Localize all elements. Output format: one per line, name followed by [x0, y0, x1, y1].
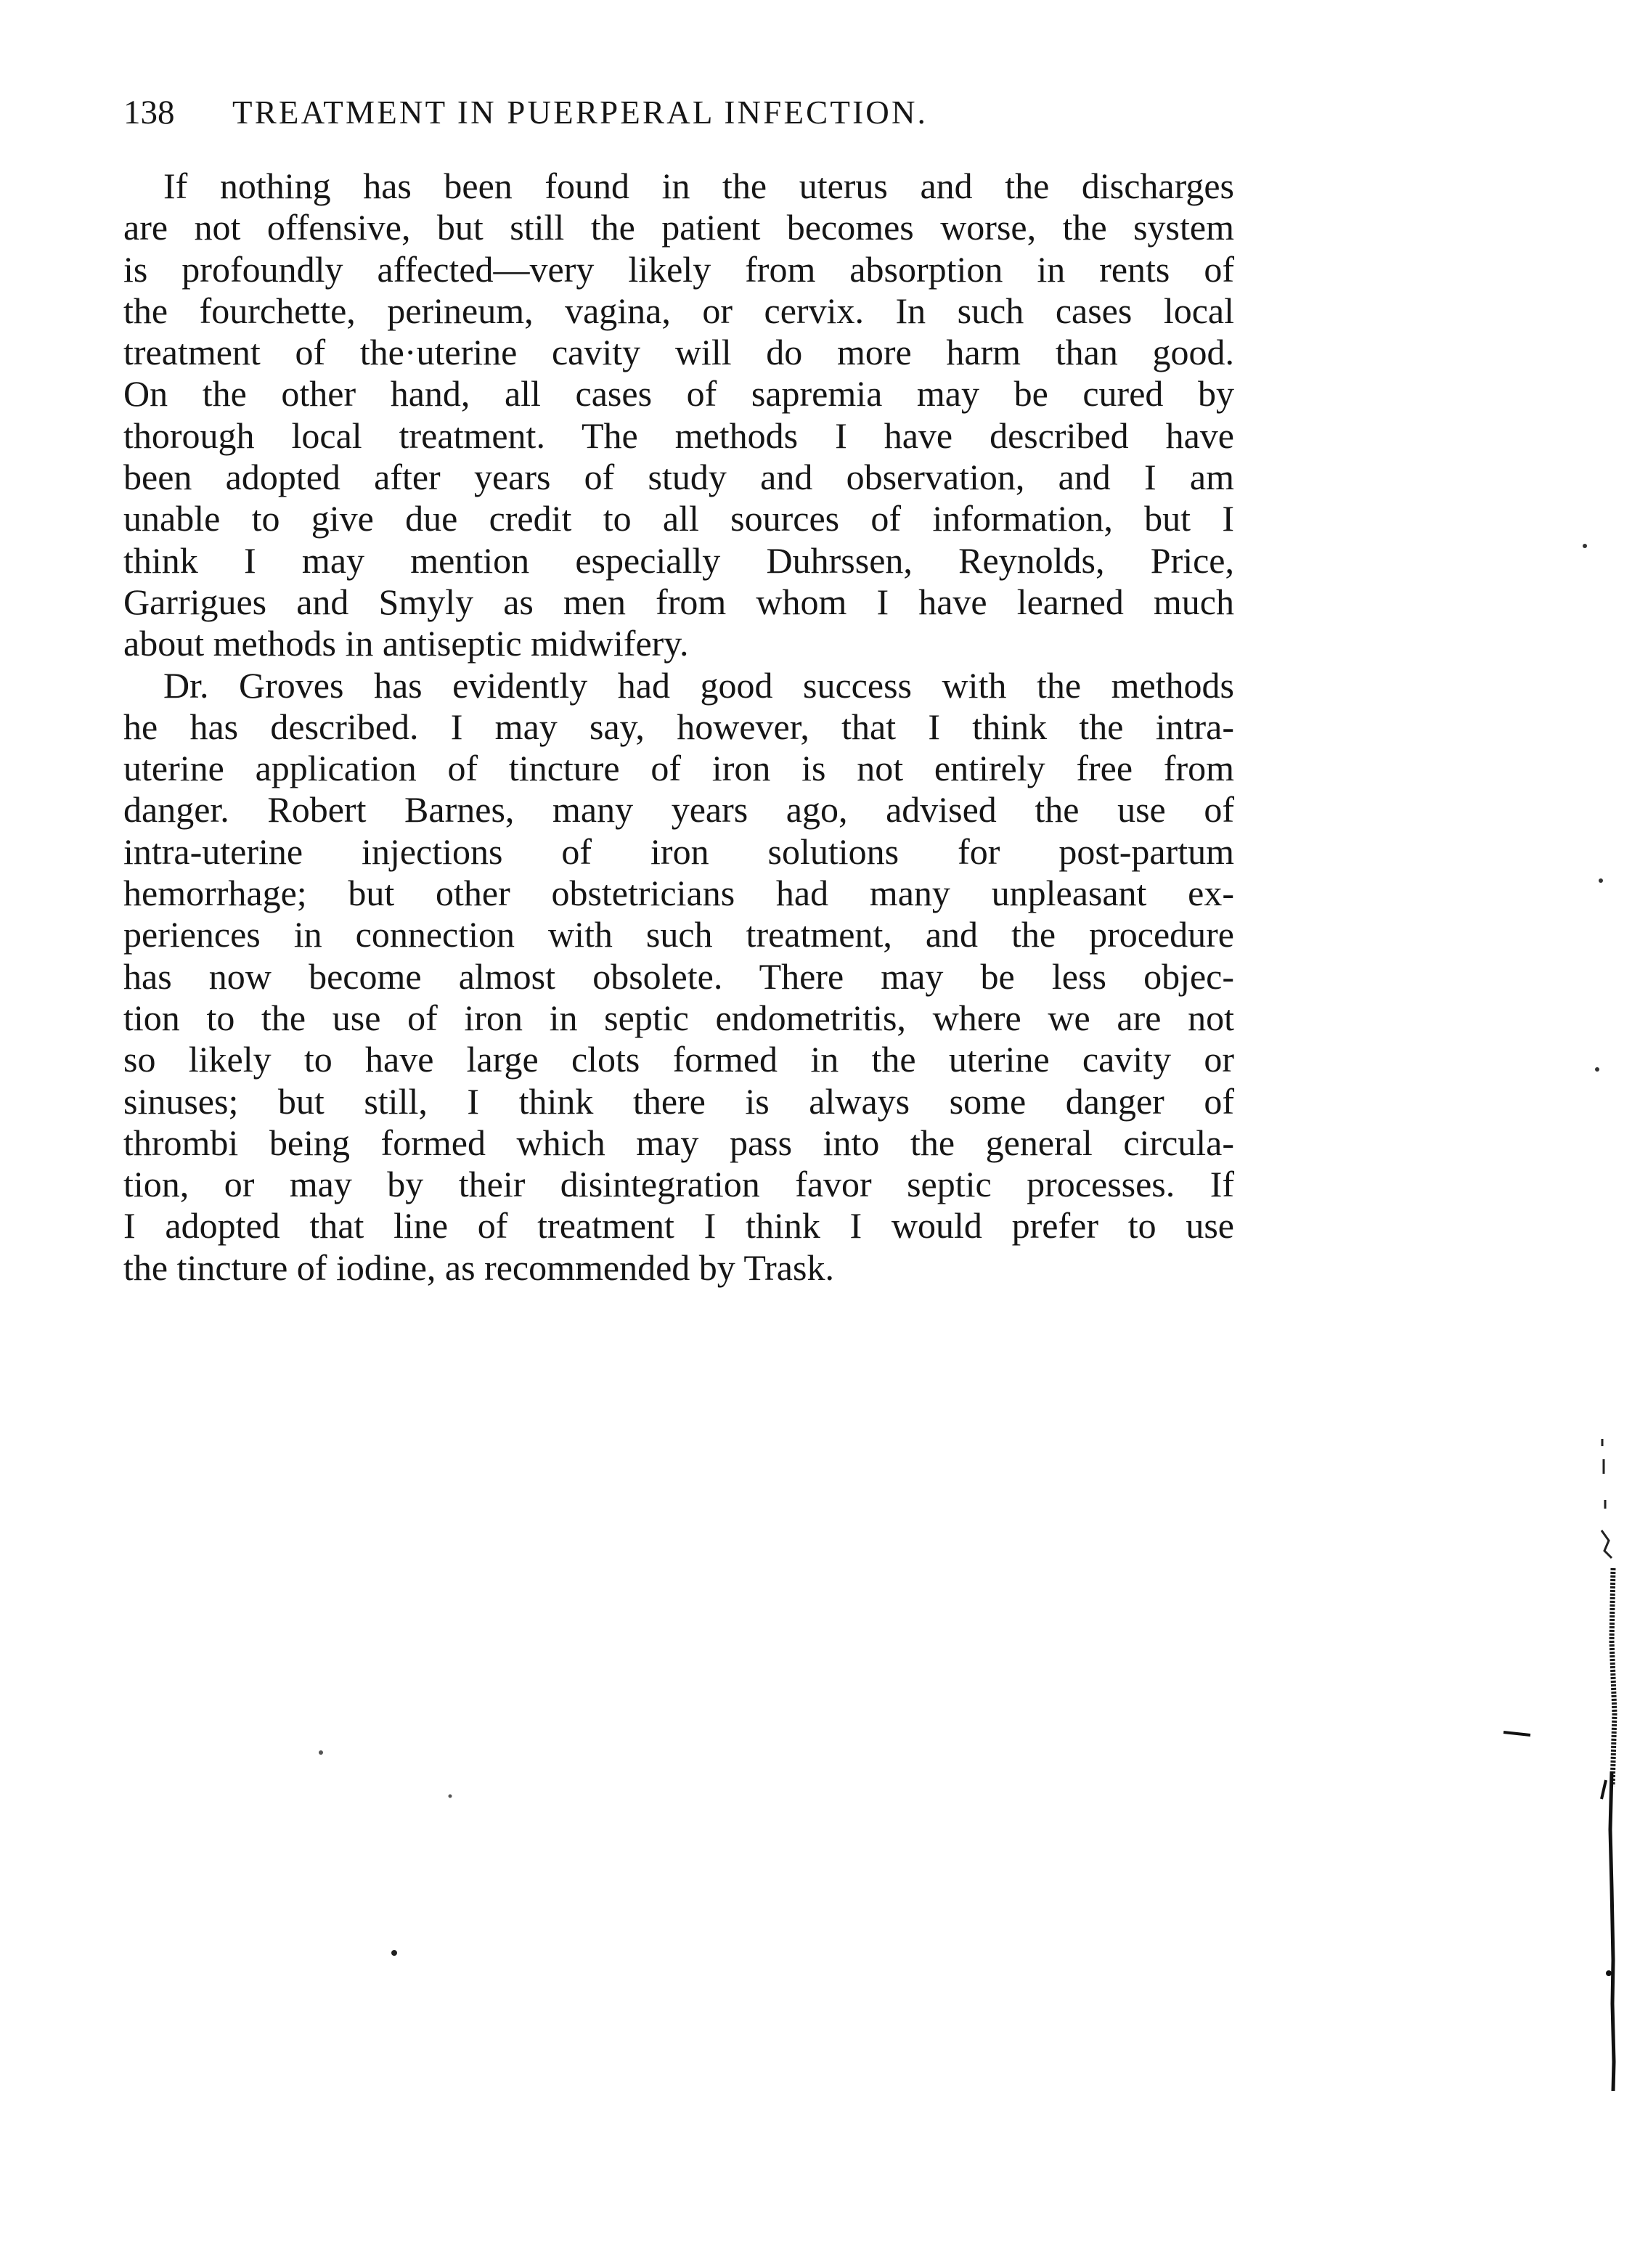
text-line: he has described. I may say, however, that I think the intra- — [123, 706, 1234, 747]
text-line: unable to give due credit to all sources of information, but I — [123, 498, 1234, 539]
scan-speck — [319, 1750, 323, 1755]
paragraph — [123, 166, 1234, 665]
page-number: 138 — [123, 94, 175, 131]
text-line: treatment of the·uterine cavity will do more harm than good. — [123, 332, 1234, 373]
text-line: tion, or may by their disintegration favor septic processes. If — [123, 1164, 1234, 1205]
scan-speck — [1602, 1530, 1612, 1558]
text-line: thorough local treatment. The methods I have described have — [123, 415, 1234, 456]
scan-speck — [1504, 1732, 1530, 1735]
text-line: the tincture of iodine, as recommended by Trask. — [123, 1247, 834, 1288]
text-line: thrombi being formed which may pass into the general circula- — [123, 1122, 1234, 1163]
text-line: I adopted that line of treatment I think I would prefer to use — [123, 1205, 1234, 1247]
text-line: has now become almost obsolete. There may be less objec- — [123, 955, 1234, 997]
text-line: Garrigues and Smyly as men from whom I have learned much — [123, 581, 1234, 622]
text-line: periences in connection with such treatment, and the procedure — [123, 914, 1234, 955]
scan-speck — [1583, 544, 1587, 548]
text-line: think I may mention especially Duhrssen, Reynolds, Price, — [123, 539, 1234, 581]
scan-speck — [1599, 878, 1603, 883]
scan-speck — [449, 1795, 452, 1798]
text-line: the fourchette, perineum, vagina, or cervix. In such cases local — [123, 290, 1234, 331]
running-head — [123, 87, 1256, 138]
scan-speck — [1606, 1970, 1612, 1976]
scan-speck — [1602, 1780, 1606, 1799]
paragraph — [123, 665, 1234, 1289]
text-line: so likely to have large clots formed in the uterine cavity or — [123, 1039, 1234, 1080]
text-line: danger. Robert Barnes, many years ago, advised the use of — [123, 789, 1234, 831]
binding-edge — [1610, 1771, 1614, 2091]
binding-edge — [1612, 1568, 1615, 1786]
scan-speck — [391, 1950, 397, 1956]
scan-speck — [1595, 1067, 1599, 1072]
running-title: TREATMENT IN PUERPERAL INFECTION. — [232, 94, 929, 131]
text-line: been adopted after years of study and observation, and I am — [123, 457, 1234, 498]
text-line: are not offensive, but still the patient becomes worse, the system — [123, 207, 1234, 248]
text-line: hemorrhage; but other obstetricians had many unpleasant ex- — [123, 873, 1234, 914]
text-line: about methods in antiseptic midwifery. — [123, 623, 689, 664]
text-line: sinuses; but still, I think there is always some danger of — [123, 1080, 1234, 1122]
text-line: If nothing has been found in the uterus and the discharges — [163, 166, 1234, 206]
text-line: On the other hand, all cases of sapremia may be cured by — [123, 373, 1234, 415]
text-line: tion to the use of iron in septic endometritis, where we are not — [123, 997, 1234, 1038]
text-line: intra-uterine injections of iron solutions for post-partum — [123, 831, 1234, 872]
body-text — [123, 166, 1234, 1289]
text-line: uterine application of tincture of iron is not entirely free from — [123, 748, 1234, 789]
text-line: Dr. Groves has evidently had good success with the methods — [163, 664, 1234, 706]
text-line: is profoundly affected—very likely from absorption in rents of — [123, 248, 1234, 290]
